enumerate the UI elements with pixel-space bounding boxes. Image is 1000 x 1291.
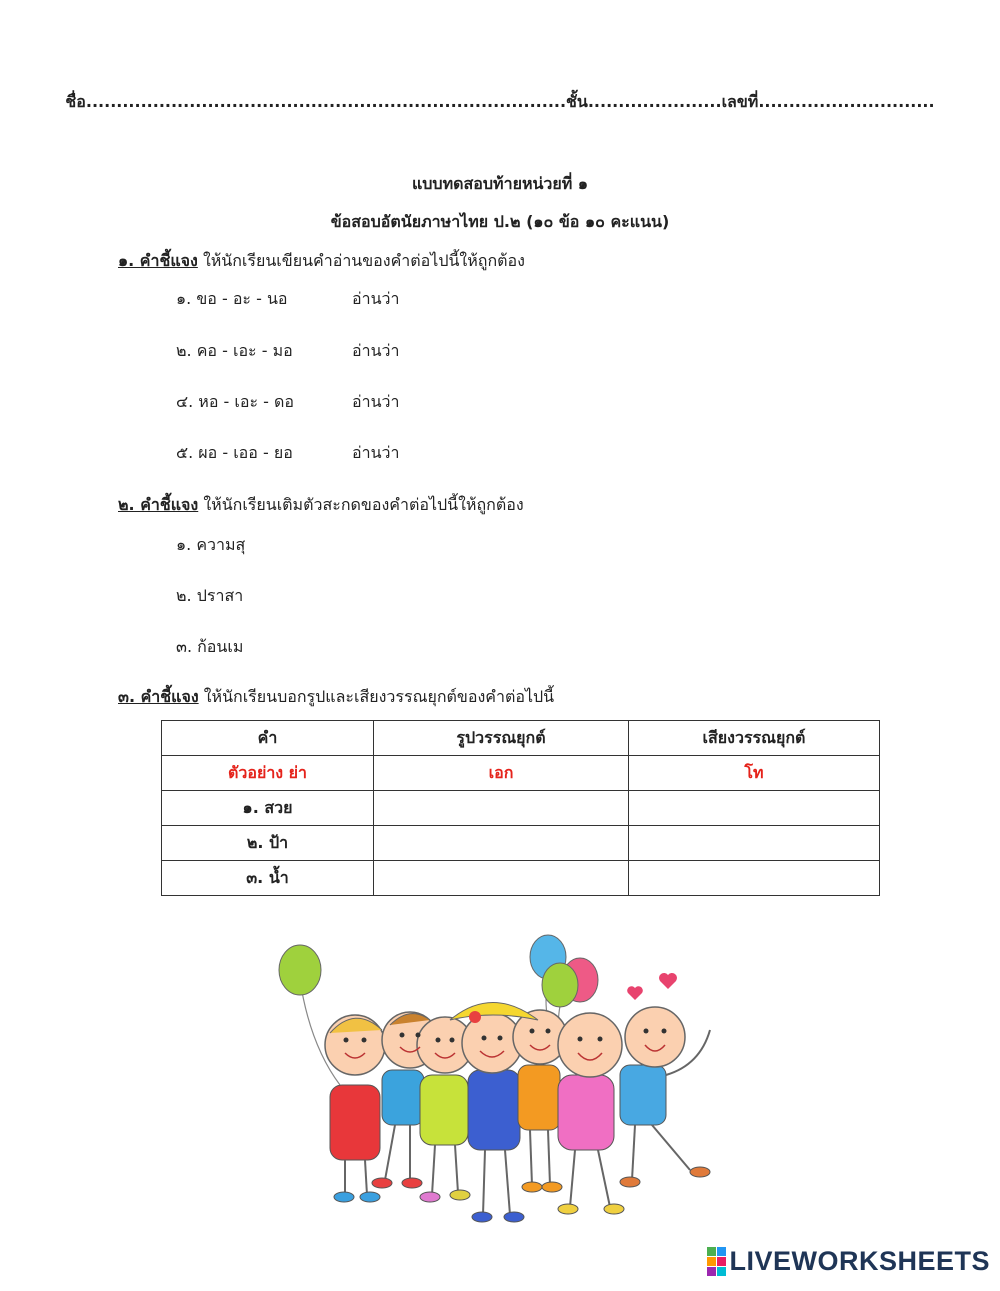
read-as-label: อ่านว่า — [352, 443, 400, 462]
example-tone-sound: โท — [629, 756, 880, 791]
table-example-row — [162, 756, 880, 791]
answer-tone-mark-cell[interactable] — [374, 861, 629, 896]
example-word: ตัวอย่าง ย่า — [162, 756, 374, 791]
table-row — [162, 791, 880, 826]
section1-item: ๕. ผอ - เออ - ยอ — [176, 443, 293, 462]
section2-number: ๒. คำชี้แจง — [118, 495, 199, 514]
header-tone-mark: รูปวรรณยุกต์ — [374, 721, 629, 756]
section3-instruction: ให้นักเรียนบอกรูปและเสียงวรรณยุกต์ของคำต่อไปนี้ — [198, 687, 555, 706]
answer-tone-sound-cell[interactable] — [629, 791, 880, 826]
section2-item: ๒. ปราสา — [176, 586, 244, 605]
logo-blocks-icon — [707, 1247, 726, 1276]
header-word: คำ — [162, 721, 374, 756]
section1-item: ๒. คอ - เอะ - มอ — [176, 341, 293, 360]
section2-item: ๓. ก้อนเม — [176, 637, 244, 656]
heart-icon — [659, 973, 677, 989]
section1-item: ๔. หอ - เอะ - ดอ — [176, 392, 294, 411]
section1-instruction: ให้นักเรียนเขียนคำอ่านของคำต่อไปนี้ให้ถูกต้อง — [197, 251, 525, 270]
answer-tone-mark-cell[interactable] — [374, 791, 629, 826]
heart-icon — [627, 986, 643, 1000]
liveworksheets-logo — [707, 1246, 990, 1277]
answer-tone-mark-cell[interactable] — [374, 826, 629, 861]
section1-number: ๑. คำชี้แจง — [118, 251, 198, 270]
table-header-row — [162, 721, 880, 756]
row-word: ๓. น้ำ — [162, 861, 374, 896]
section1-heading — [118, 249, 525, 274]
section2-heading — [118, 493, 524, 518]
answer-tone-sound-cell[interactable] — [629, 826, 880, 861]
example-tone-mark: เอก — [374, 756, 629, 791]
read-as-label: อ่านว่า — [352, 341, 400, 360]
section3-heading — [118, 685, 554, 710]
answer-tone-sound-cell[interactable] — [629, 861, 880, 896]
row-word: ๒. ป้า — [162, 826, 374, 861]
green-balloon-icon — [279, 945, 321, 995]
row-word: ๑. สวย — [162, 791, 374, 826]
logo-text: LIVEWORKSHEETS — [729, 1246, 990, 1276]
header-tone-sound: เสียงวรรณยุกต์ — [629, 721, 880, 756]
student-info-line: ชื่อ...............................................................................ชั้น......................เลขที่............................. — [65, 92, 935, 111]
section3-number: ๓. คำชี้แจง — [118, 687, 199, 706]
children-balloons-illustration — [270, 925, 730, 1225]
table-row — [162, 826, 880, 861]
section1-item: ๑. ขอ - อะ - นอ — [176, 289, 288, 308]
green-balloon-icon — [542, 963, 578, 1007]
section2-instruction: ให้นักเรียนเติมตัวสะกดของคำต่อไปนี้ให้ถูกต้อง — [198, 495, 524, 514]
table-row — [162, 861, 880, 896]
tone-mark-table — [161, 720, 880, 896]
section2-item: ๑. ความสุ — [176, 535, 246, 554]
read-as-label: อ่านว่า — [352, 392, 400, 411]
exam-title: ข้อสอบอัตนัยภาษาไทย ป.๒ (๑๐ ข้อ ๑๐ คะแนน) — [330, 212, 670, 231]
unit-test-title: แบบทดสอบท้ายหน่วยที่ ๑ — [411, 174, 589, 193]
read-as-label: อ่านว่า — [352, 289, 400, 308]
